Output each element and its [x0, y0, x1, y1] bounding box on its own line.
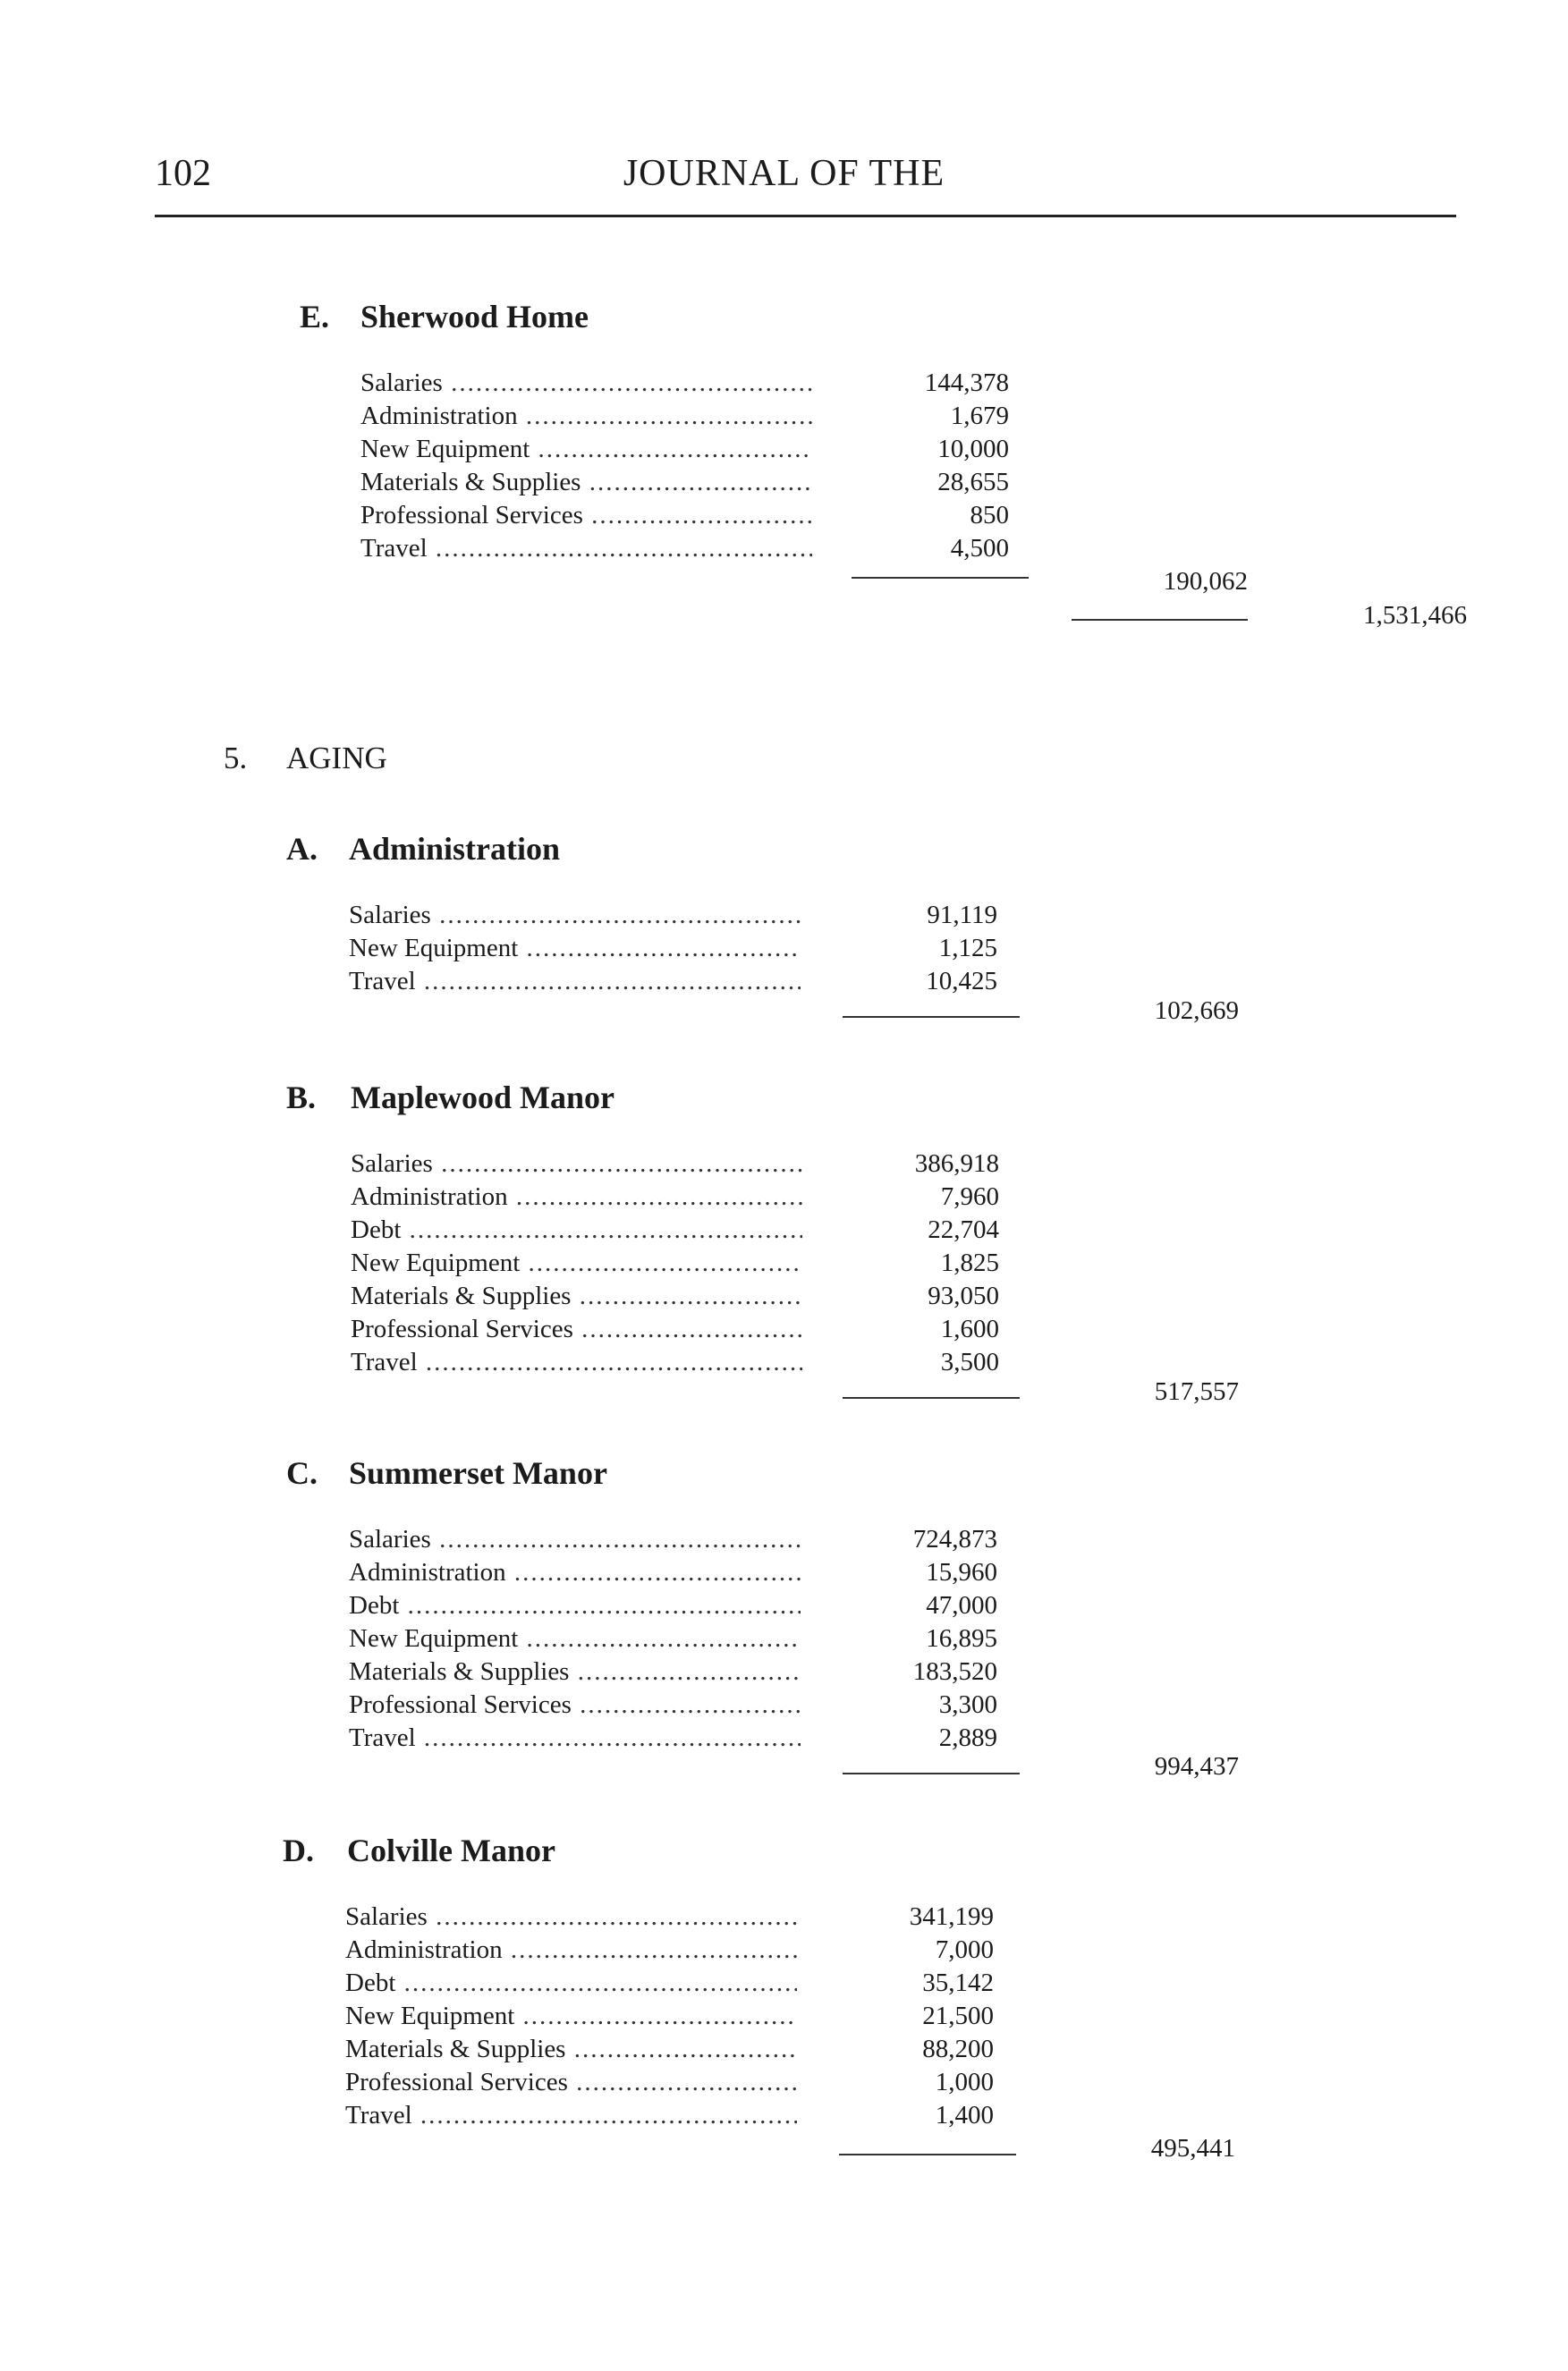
item-label: Administration ..... — [351, 1181, 802, 1214]
item-amount: 21,500 — [922, 2002, 994, 2030]
item-amount: 15,960 — [926, 1558, 997, 1587]
line-item — [360, 433, 1040, 466]
item-label: New Equipment ..... — [349, 932, 801, 965]
column-rule — [839, 2154, 1016, 2155]
sherwood-title: Sherwood Home — [360, 299, 589, 334]
sherwood-heading — [300, 298, 589, 335]
item-label: New Equipment ..... — [349, 1622, 801, 1655]
item-label: Materials & Supplies ..... — [349, 1655, 801, 1689]
item-label: Salaries ..... — [351, 1147, 802, 1181]
line-item — [351, 1280, 1030, 1313]
item-label: Debt ..... — [345, 1967, 797, 2000]
item-amount: 183,520 — [912, 1657, 997, 1686]
item-label: Professional Services ..... — [360, 499, 812, 532]
column-rule — [843, 1016, 1020, 1018]
item-amount: 1,825 — [940, 1249, 999, 1277]
summerset-subtotal: 994,437 — [1154, 1752, 1239, 1781]
line-item — [345, 2099, 1025, 2132]
item-label: Professional Services ..... — [349, 1689, 801, 1722]
item-label: Travel ..... — [345, 2099, 797, 2132]
item-label: Materials & Supplies ..... — [351, 1280, 802, 1313]
line-item — [360, 499, 1040, 532]
line-item — [349, 899, 1029, 932]
item-amount: 28,655 — [937, 468, 1009, 496]
item-amount: 47,000 — [926, 1591, 997, 1620]
line-item — [349, 1523, 1029, 1556]
administration-letter: A. — [286, 831, 318, 867]
summerset-heading — [286, 1454, 607, 1492]
maplewood-heading — [286, 1079, 614, 1116]
line-item — [349, 1589, 1029, 1622]
line-item — [351, 1346, 1030, 1379]
item-label: Salaries ..... — [349, 1523, 801, 1556]
item-label: Professional Services ..... — [351, 1313, 802, 1346]
item-label: Administration ..... — [360, 400, 812, 433]
item-amount: 35,142 — [922, 1969, 994, 1997]
line-item — [349, 1556, 1029, 1589]
item-amount: 22,704 — [928, 1215, 999, 1244]
colville-letter: D. — [283, 1833, 314, 1868]
item-amount: 1,125 — [938, 934, 997, 962]
item-amount: 2,889 — [938, 1723, 997, 1752]
colville-title: Colville Manor — [347, 1833, 555, 1868]
administration-subtotal: 102,669 — [1154, 996, 1239, 1025]
item-label: Materials & Supplies ..... — [345, 2033, 797, 2066]
line-item — [360, 532, 1040, 565]
sherwood-letter: E. — [300, 299, 330, 334]
item-amount: 850 — [970, 501, 1009, 529]
administration-heading — [286, 830, 560, 868]
item-label: Debt ..... — [351, 1214, 802, 1247]
line-item — [360, 466, 1040, 499]
maplewood-letter: B. — [286, 1080, 317, 1115]
line-item — [349, 965, 1029, 998]
column-rule — [843, 1397, 1020, 1399]
item-amount: 16,895 — [926, 1624, 997, 1653]
item-amount: 341,199 — [909, 1902, 994, 1931]
administration-title: Administration — [349, 831, 561, 867]
maplewood-subtotal: 517,557 — [1154, 1377, 1239, 1406]
summerset-title: Summerset Manor — [349, 1455, 607, 1491]
line-item — [351, 1181, 1030, 1214]
aging-title: AGING — [286, 741, 387, 775]
item-amount: 1,679 — [950, 402, 1009, 430]
item-label: Travel ..... — [349, 965, 801, 998]
line-item — [345, 2000, 1025, 2033]
page-number: 102 — [155, 153, 211, 194]
item-label: Travel ..... — [351, 1346, 802, 1379]
line-item — [345, 2066, 1025, 2099]
item-amount: 1,600 — [940, 1315, 999, 1343]
line-item — [345, 1901, 1025, 1934]
item-amount: 10,425 — [926, 967, 997, 995]
line-item — [349, 1722, 1029, 1755]
line-item — [345, 2033, 1025, 2066]
line-item — [351, 1313, 1030, 1346]
aging-heading — [224, 741, 387, 776]
line-item — [345, 1967, 1025, 2000]
item-amount: 724,873 — [912, 1525, 997, 1554]
item-amount: 3,500 — [940, 1348, 999, 1376]
column-rule — [843, 1773, 1020, 1774]
summerset-letter: C. — [286, 1455, 318, 1491]
item-amount: 1,400 — [935, 2101, 994, 2130]
line-item — [351, 1214, 1030, 1247]
item-label: New Equipment ..... — [345, 2000, 797, 2033]
sherwood-subtotal: 190,062 — [1163, 567, 1248, 596]
item-label: Debt ..... — [349, 1589, 801, 1622]
aging-number: 5. — [224, 741, 248, 775]
line-item — [349, 1622, 1029, 1655]
line-item — [360, 367, 1040, 400]
item-amount: 7,000 — [935, 1935, 994, 1964]
item-label: Travel ..... — [349, 1722, 801, 1755]
item-amount: 1,000 — [935, 2068, 994, 2096]
line-item — [349, 932, 1029, 965]
item-label: Salaries ..... — [360, 367, 812, 400]
item-amount: 386,918 — [914, 1149, 999, 1178]
line-item — [345, 1934, 1025, 1967]
line-item — [351, 1247, 1030, 1280]
item-amount: 3,300 — [938, 1690, 997, 1719]
colville-heading — [283, 1832, 555, 1869]
item-amount: 91,119 — [927, 901, 997, 929]
item-label: Materials & Supplies ..... — [360, 466, 812, 499]
item-label: Travel ..... — [360, 532, 812, 565]
item-label: Administration ..... — [345, 1934, 797, 1967]
grand-total: 1,531,466 — [1363, 601, 1467, 630]
item-amount: 7,960 — [940, 1182, 999, 1211]
item-label: Salaries ..... — [345, 1901, 797, 1934]
item-amount: 88,200 — [922, 2035, 994, 2063]
item-label: New Equipment ..... — [351, 1247, 802, 1280]
column-rule — [852, 577, 1029, 579]
line-item — [351, 1147, 1030, 1181]
maplewood-title: Maplewood Manor — [351, 1080, 614, 1115]
header-rule — [155, 215, 1456, 217]
item-label: Administration ..... — [349, 1556, 801, 1589]
item-label: New Equipment ..... — [360, 433, 812, 466]
line-item — [349, 1655, 1029, 1689]
item-amount: 10,000 — [937, 435, 1009, 463]
column-rule — [1072, 619, 1248, 621]
line-item — [349, 1689, 1029, 1722]
item-amount: 93,050 — [928, 1282, 999, 1310]
line-item — [360, 400, 1040, 433]
item-amount: 4,500 — [950, 534, 1009, 563]
item-label: Professional Services ..... — [345, 2066, 797, 2099]
colville-subtotal: 495,441 — [1150, 2134, 1235, 2163]
item-label: Salaries ..... — [349, 899, 801, 932]
running-title: JOURNAL OF THE — [623, 153, 945, 194]
item-amount: 144,378 — [924, 368, 1009, 397]
